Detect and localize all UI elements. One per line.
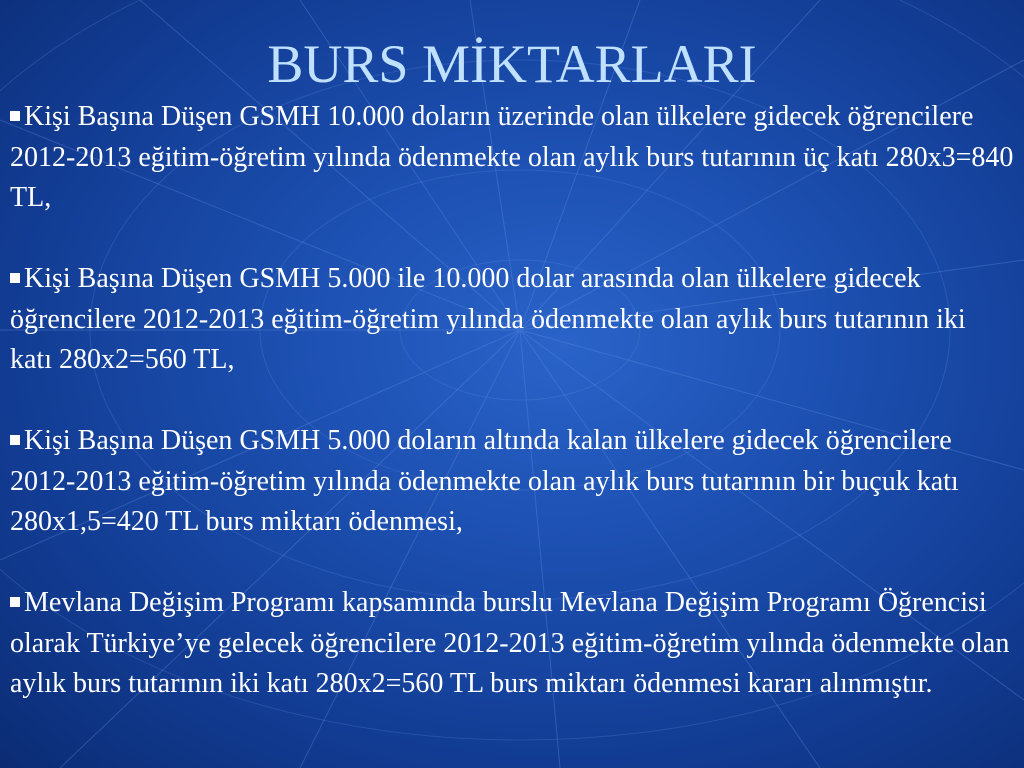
square-bullet-icon xyxy=(10,273,20,283)
bullet-list xyxy=(10,97,1014,705)
bullet-text: Mevlana Değişim Programı kapsamında burslu Mevlana Değişim Programı Öğrencisi olarak Türkiye’ye gelecek öğrencilere 2012-2013 eğitim-öğretim yılında ödenmekte olan aylık burs tutarının iki katı 280x2=560 TL burs miktarı ödenmesi kararı alınmıştır. xyxy=(10,587,1010,699)
bullet-item xyxy=(10,583,1014,705)
bullet-item xyxy=(10,421,1014,543)
square-bullet-icon xyxy=(10,597,20,607)
bullet-item xyxy=(10,259,1014,381)
slide-title: BURS MİKTARLARI xyxy=(267,34,757,94)
bullet-text: Kişi Başına Düşen GSMH 10.000 doların üzerinde olan ülkelere gidecek öğrencilere 2012-2013 eğitim-öğretim yılında ödenmekte olan aylık burs tutarının üç katı 280x3=840 TL, xyxy=(10,101,1014,213)
bullet-item xyxy=(10,97,1014,219)
square-bullet-icon xyxy=(10,435,20,445)
square-bullet-icon xyxy=(10,111,20,121)
bullet-text: Kişi Başına Düşen GSMH 5.000 ile 10.000 dolar arasında olan ülkelere gidecek öğrencilere 2012-2013 eğitim-öğretim yılında ödenmekte olan aylık burs tutarının iki katı 280x2=560 TL, xyxy=(10,263,966,375)
bullet-text: Kişi Başına Düşen GSMH 5.000 doların altında kalan ülkelere gidecek öğrencilere 2012-2013 eğitim-öğretim yılında ödenmekte olan aylık burs tutarının bir buçuk katı 280x1,5=420 TL burs miktarı ödenmesi, xyxy=(10,425,959,537)
